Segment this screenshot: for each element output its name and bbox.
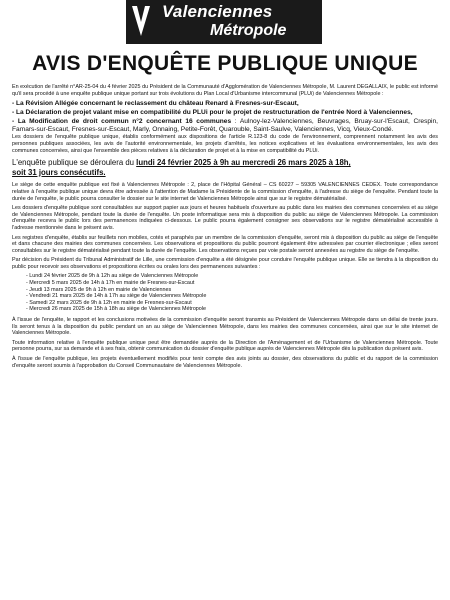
dates-suffix: soit 31 jours consécutifs. (12, 167, 106, 177)
information-paragraph: Toute information relative à l'enquête publique unique peut être demandée auprès de la Direction de l'Aménagement et de l'Urbanisme de Valenciennes Métropole. Toute personne pourra, sur sa demande et à ses frais, obtenir communication du dossier d'enquête publique auprès de Valenciennes Métropole dès la publication du présent avis. (12, 339, 438, 353)
logo-line-1: Valenciennes (162, 2, 273, 21)
list-item: - Mercredi 26 mars 2025 de 15h à 18h au siège de Valenciennes Métropole (26, 306, 438, 313)
list-item: - Jeudi 13 mars 2025 de 9h à 12h en mairie de Valenciennes (26, 287, 438, 294)
permanences-list (26, 273, 438, 313)
logo-mark-icon (130, 2, 152, 42)
siege-paragraph: Le siège de cette enquête publique est fixé à Valenciennes Métropole : 2, place de l'Hôpital Général – CS 60227 – 59305 VALENCIENNES CEDEX. Toute correspondance relative à l'enquête publique unique devra être adressée à l'attention de Madame la Présidente de la commission d'enquête, à l'adresse du siège de l'enquête. Pendant toute la durée de l'enquête, le public pourra consulter le dossier sur le site internet de Valenciennes Métropole ainsi que sur le registre dématérialisé. (12, 182, 438, 202)
item-label: - La Modification de droit commun n°2 concernant 16 communes (12, 117, 232, 125)
enquiry-dates (12, 158, 438, 177)
final-paragraph: À l'issue de l'enquête publique, les projets éventuellement modifiés pour tenir compte des avis joints au dossier, des observations du public et du rapport de la commission d'enquête seront soumis à l'approbation du Conseil Communautaire de Valenciennes Métropole. (12, 356, 438, 369)
valenciennes-metropole-logo (126, 0, 322, 44)
dates-prefix: L'enquête publique se déroulera du (12, 158, 137, 168)
page-title: AVIS D'ENQUÊTE PUBLIQUE UNIQUE (32, 52, 418, 75)
list-item: - Samedi 22 mars 2025 de 9h à 12h en mairie de Fresnes-sur-Escaut (26, 300, 438, 307)
item-revision-allegee (12, 100, 438, 108)
item-modification-droit-commun (12, 118, 438, 134)
notice-body (12, 84, 438, 596)
rapport-paragraph: À l'issue de l'enquête, le rapport et les conclusions motivées de la commission d'enquête seront transmis au Président de Valenciennes Métropole dans un délai de trente jours. Ils seront tenus à la disposition du public pendant un an au siège de Valenciennes Métropole, dans les mairies des communes concernées, ainsi que sur le site internet de Valenciennes Métropole. (12, 317, 438, 337)
dossier-content-paragraph: Les dossiers de l'enquête publique unique, établis conformément aux dispositions de l'article R.123-8 du code de l'environnement, comprennent notamment les avis des personnes publiques associées, les avis de l'autorité environnementale, les projets d'arrêtés, les notices explicatives et les évaluations environnementales, les avis des communes concernées, ainsi que l'ensemble des pièces relatives à la déclaration de projet et à la mise en compatibilité du PLUi. (12, 134, 438, 154)
item-declaration-projet (12, 109, 438, 117)
registre-paragraph: Les registres d'enquête, établis sur feuillets non mobiles, cotés et paraphés par un membre de la commission d'enquête, seront mis à disposition du public au siège de l'enquête et dans chacune des mairies des communes concernées. Les observations et propositions du public pourront également être adressées par courrier électronique ; elles seront consultables sur le registre dématérialisé pendant toute la durée de l'enquête. Les observations reçues par voie postale seront annexées au registre du siège de l'enquête. (12, 234, 438, 254)
list-item: - Vendredi 21 mars 2025 de 14h à 17h au siège de Valenciennes Métropole (26, 293, 438, 300)
logo-line-2: Métropole (210, 22, 287, 39)
dates-bold: lundi 24 février 2025 à 9h au mercredi 26 mars 2025 à 18h, (136, 158, 351, 168)
item-label: - La Révision Allégée concernant le reclassement du château Renard à Fresnes-sur-Escaut, (12, 100, 299, 108)
consultation-paragraph: Les dossiers d'enquête publique sont consultables sur support papier aux jours et heures habituels d'ouverture au public dans les mairies des communes concernées et au siège de Valenciennes Métropole, pendant toute la durée de l'enquête. Un poste informatique sera mis à disposition du public au siège de Valenciennes Métropole. La commission d'enquête recevra le public lors des permanences indiquées ci-dessous. Le public pourra également consigner ses observations sur le registre dématérialisé accessible à l'adresse mentionnée dans le présent avis. (12, 205, 438, 231)
item-detail: : Aulnoy-lez-Valenciennes, Beuvrages, Bruay-sur-l'Escaut, Crespin, Famars-sur-Escaut, Fresnes-sur-Escaut, Marly, Onnaing, Petite-Forêt, Quarouble, Saint-Saulve, Valenciennes, Vicq, Vieux-Condé. (12, 117, 438, 133)
item-label: - La Déclaration de projet valant mise en compatibilité du PLUi pour le projet de restructuration de l'entrée Nord à Valenciennes, (12, 108, 413, 116)
list-item: - Lundi 24 février 2025 de 9h à 12h au siège de Valenciennes Métropole (26, 273, 438, 280)
commission-paragraph: Par décision du Président du Tribunal Administratif de Lille, une commission d'enquête a été désignée pour conduire l'enquête publique unique. Elle se tiendra à la disposition du public pour recevoir ses observations et propositions écrites ou orales lors des permanences suivantes : (12, 257, 438, 270)
intro-paragraph: En exécution de l'arrêté n°AR-25-04 du 4 février 2025 du Président de la Communauté d'Agglomération de Valenciennes Métropole, M. Laurent DEGALLAIX, le public est informé qu'il sera procédé à une enquête publique unique portant sur trois évolutions du Plan Local d'Urbanisme intercommunal (PLUi) de Valenciennes Métropole : (12, 84, 438, 97)
list-item: - Mercredi 5 mars 2025 de 14h à 17h en mairie de Fresnes-sur-Escaut (26, 280, 438, 287)
